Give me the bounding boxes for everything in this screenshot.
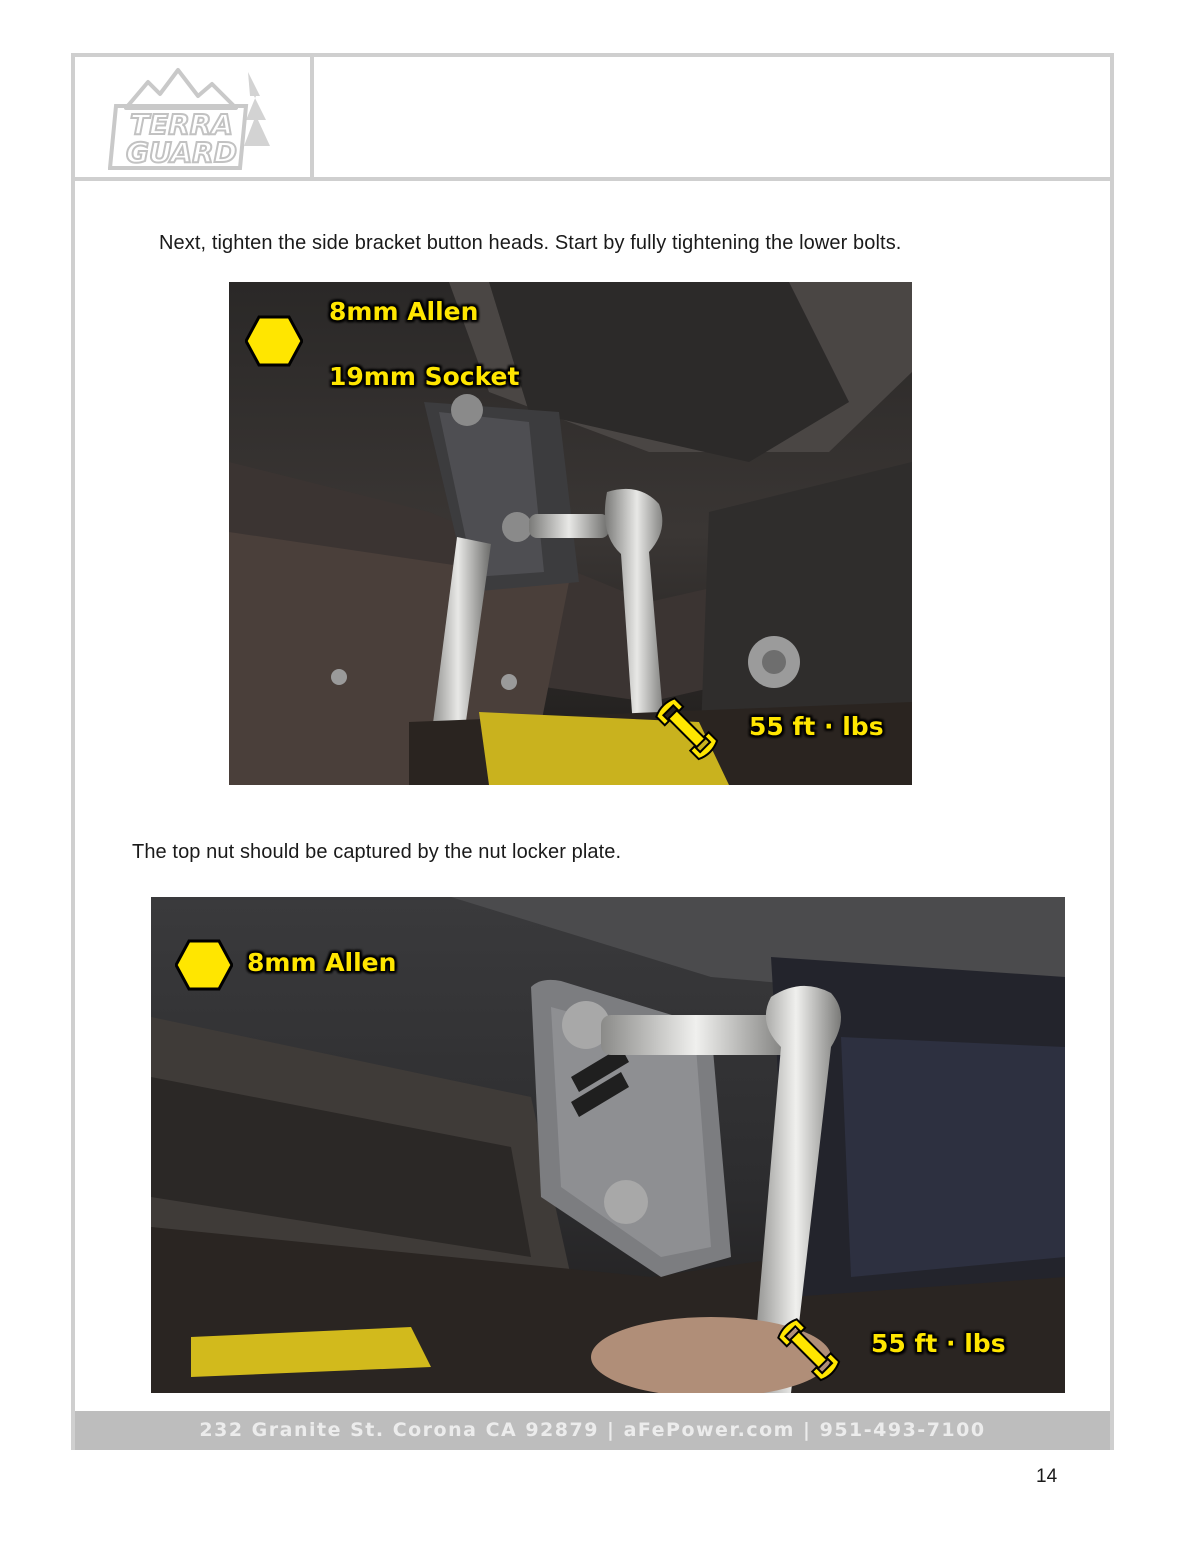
- hex-key-icon: [175, 939, 233, 991]
- hex-key-icon: [245, 315, 303, 367]
- wrench-icon: [775, 1316, 841, 1382]
- header-divider: [310, 57, 314, 177]
- step1-caption: Next, tighten the side bracket button heads. Start by fully tightening the lower bolts.: [159, 232, 902, 254]
- step1-photo: [229, 282, 912, 785]
- page-number: 14: [1036, 1466, 1058, 1487]
- wrench-icon: [653, 695, 719, 761]
- footer-contact: 232 Granite St. Corona CA 92879 | aFePower.com | 951-493-7100: [199, 1419, 986, 1441]
- svg-text:GUARD: GUARD: [126, 136, 237, 169]
- step2-caption: The top nut should be captured by the nut locker plate.: [132, 841, 622, 863]
- step1-photo-scene: [229, 282, 912, 785]
- tool-label-8mm-allen: 8mm Allen: [247, 948, 397, 977]
- torque-label: 55 ft · lbs: [871, 1329, 1006, 1358]
- torque-label: 55 ft · lbs: [749, 712, 884, 741]
- svg-text:TERRA: TERRA: [130, 108, 234, 141]
- tool-label-19mm-socket: 19mm Socket: [329, 362, 520, 391]
- step2-photo: [151, 897, 1065, 1393]
- terra-guard-logo: [108, 62, 278, 174]
- tool-label-8mm-allen: 8mm Allen: [329, 297, 479, 326]
